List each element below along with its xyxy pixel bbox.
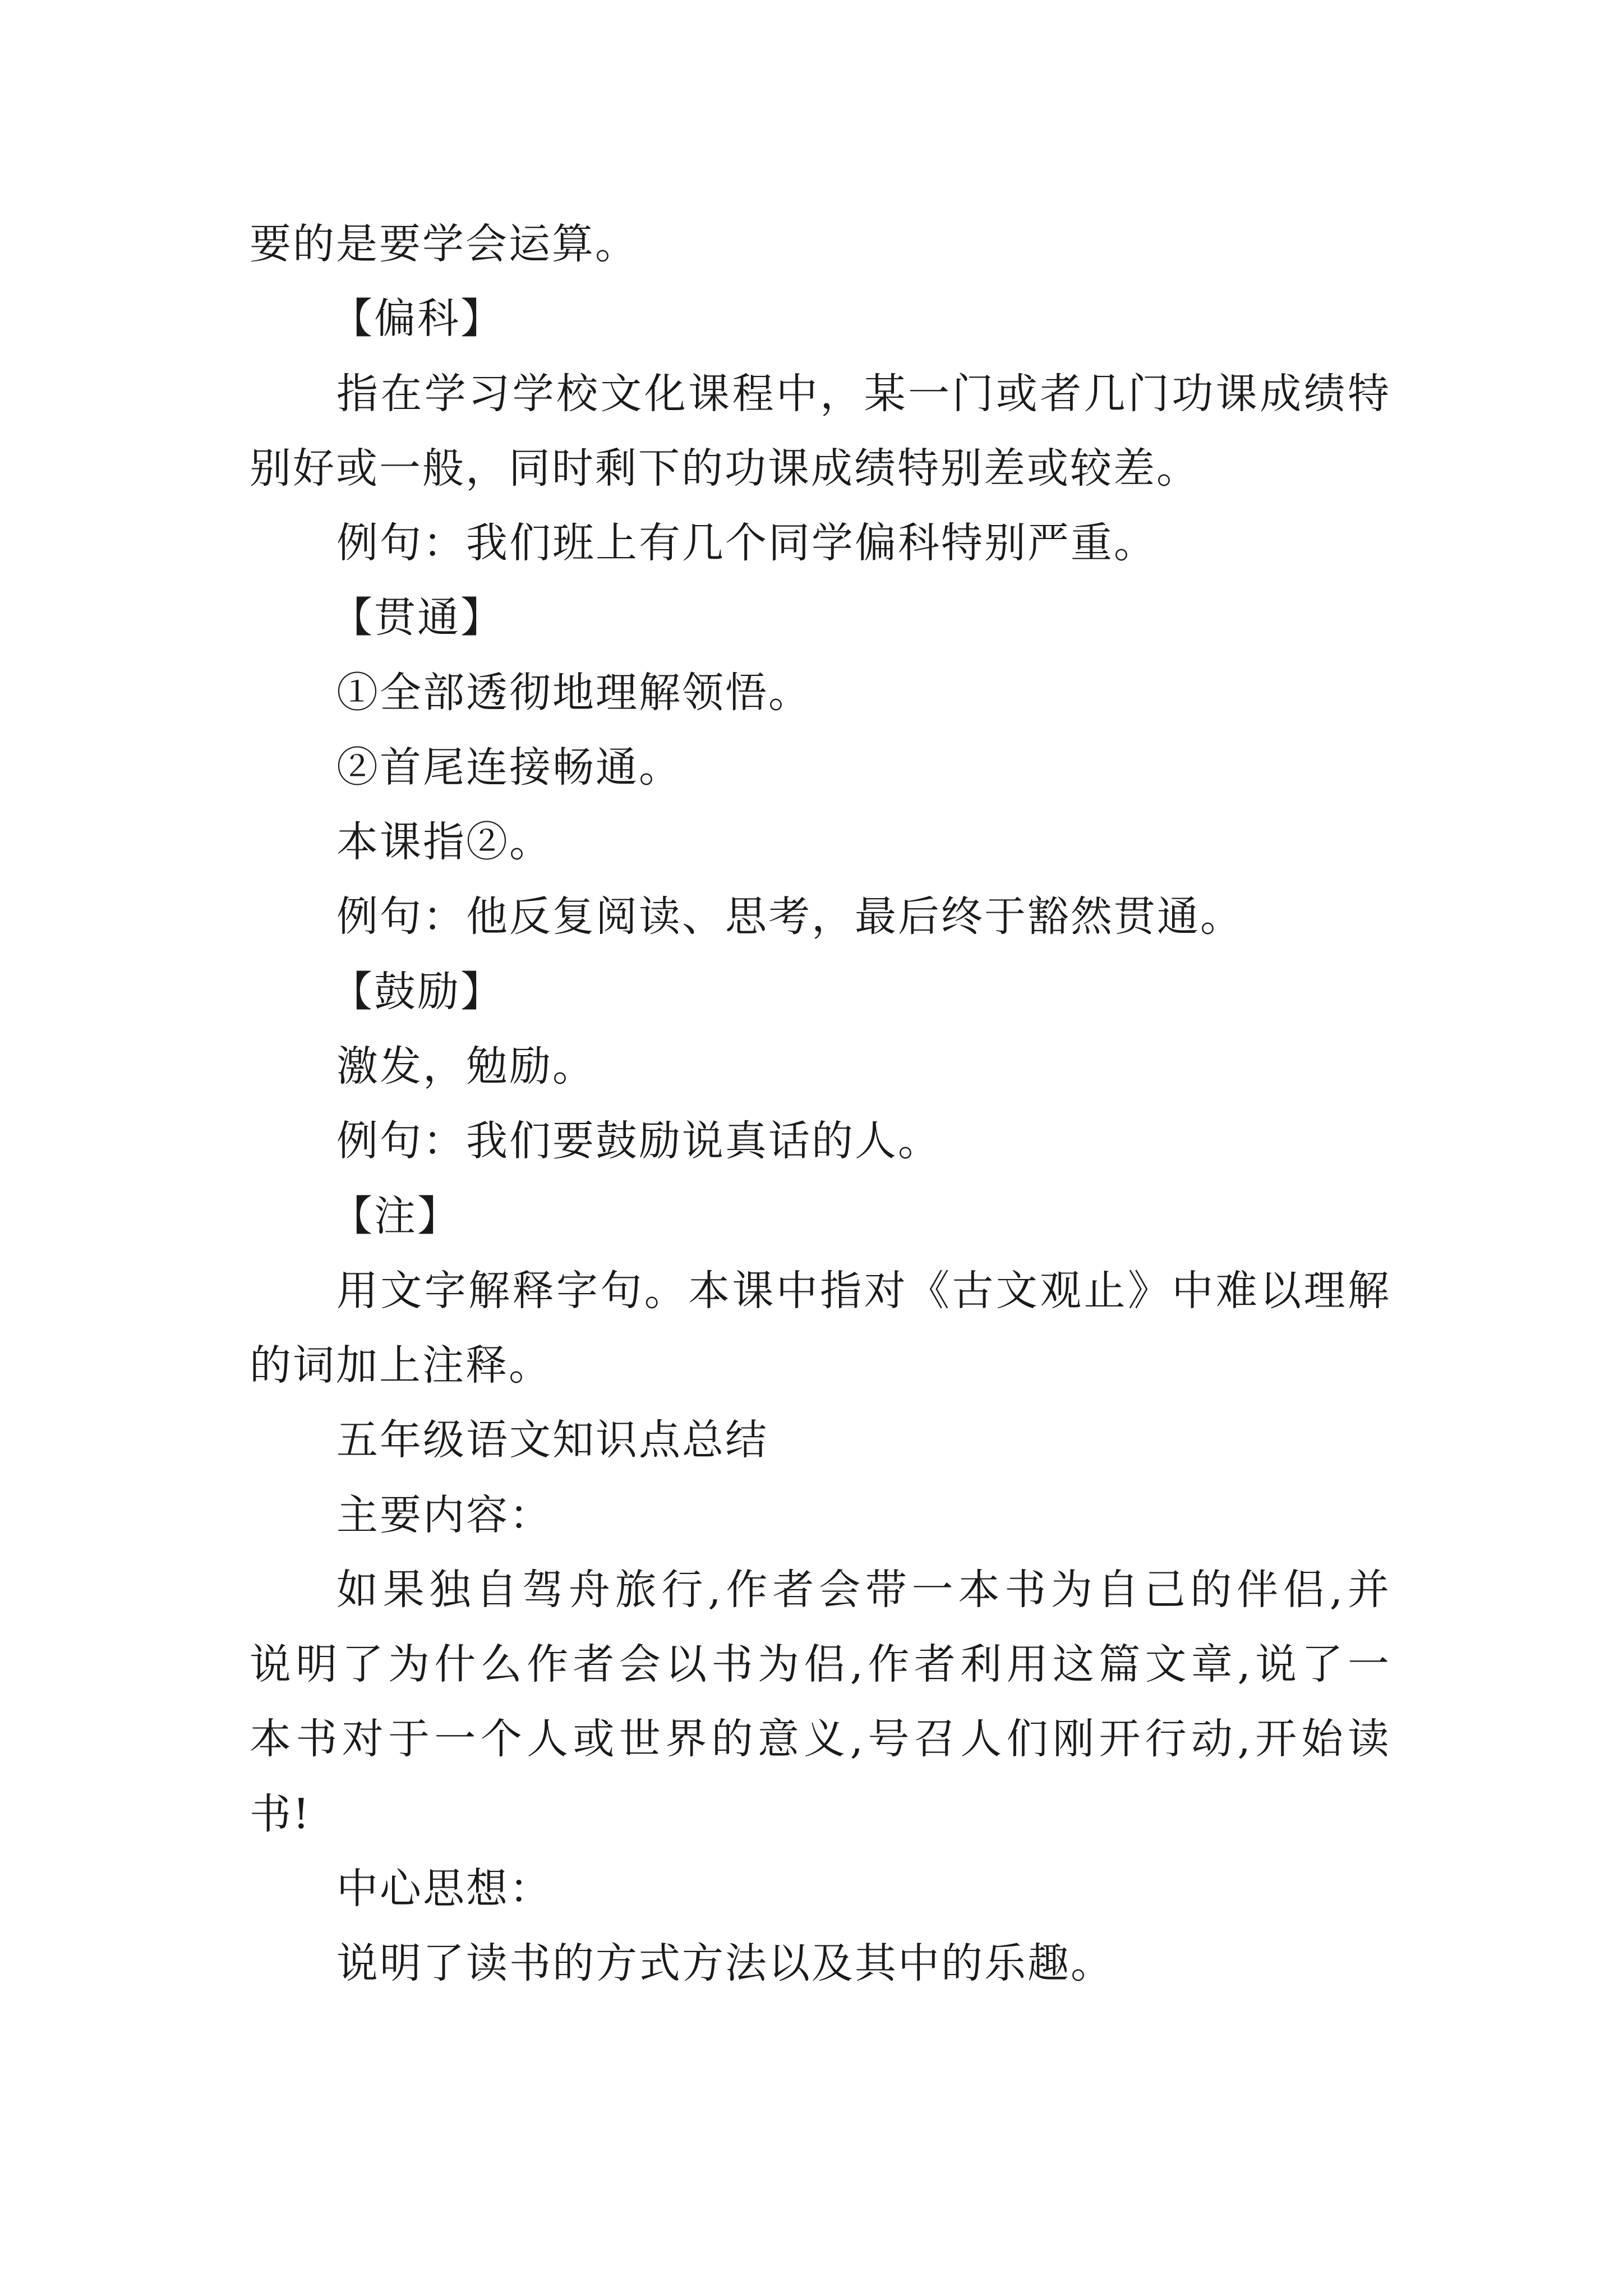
summary-line: 本书对于一个人或世界的意义,号召人们刚开行动,开始读 — [250, 1715, 1391, 1763]
definition-item-2: ②首尾连接畅通。 — [336, 743, 682, 792]
lesson-note: 本课指②。 — [336, 818, 552, 866]
definition-line: 的词加上注释。 — [250, 1341, 552, 1389]
term-heading-zhu: 【注】 — [331, 1192, 460, 1240]
example-sentence: 例句：他反复阅读、思考，最后终于豁然贯通。 — [336, 892, 1243, 941]
definition-line: 别好或一般，同时剩下的功课成绩特别差或较差。 — [250, 444, 1200, 493]
definition-line: 指在学习学校文化课程中，某一门或者几门功课成绩特 — [336, 370, 1391, 418]
term-heading-guli: 【鼓励】 — [331, 968, 504, 1016]
subheading-main-content: 主要内容： — [336, 1491, 552, 1539]
paragraph-line-continuation: 要的是要学会运算。 — [250, 220, 638, 268]
subheading-central-idea: 中心思想： — [336, 1865, 552, 1913]
section-title: 五年级语文知识点总结 — [336, 1416, 768, 1464]
summary-line: 说明了为什么作者会以书为侣,作者利用这篇文章,说了一 — [250, 1640, 1391, 1688]
definition-line: 用文字解释字句。本课中指对《古文观止》中难以理解 — [336, 1267, 1391, 1315]
example-sentence: 例句：我们班上有几个同学偏科特别严重。 — [336, 519, 1157, 567]
term-heading-guantong: 【贯通】 — [331, 593, 504, 642]
summary-line: 如果独自驾舟旅行,作者会带一本书为自己的伴侣,并 — [336, 1566, 1391, 1614]
definition-item-1: ①全部透彻地理解领悟。 — [336, 669, 811, 717]
term-heading-pianke: 【偏科】 — [331, 295, 504, 343]
central-idea-text: 说明了读书的方式方法以及其中的乐趣。 — [336, 1939, 1114, 1987]
example-sentence: 例句：我们要鼓励说真话的人。 — [336, 1117, 941, 1165]
summary-line: 书! — [250, 1790, 311, 1838]
definition-line: 激发，勉励。 — [336, 1042, 596, 1091]
